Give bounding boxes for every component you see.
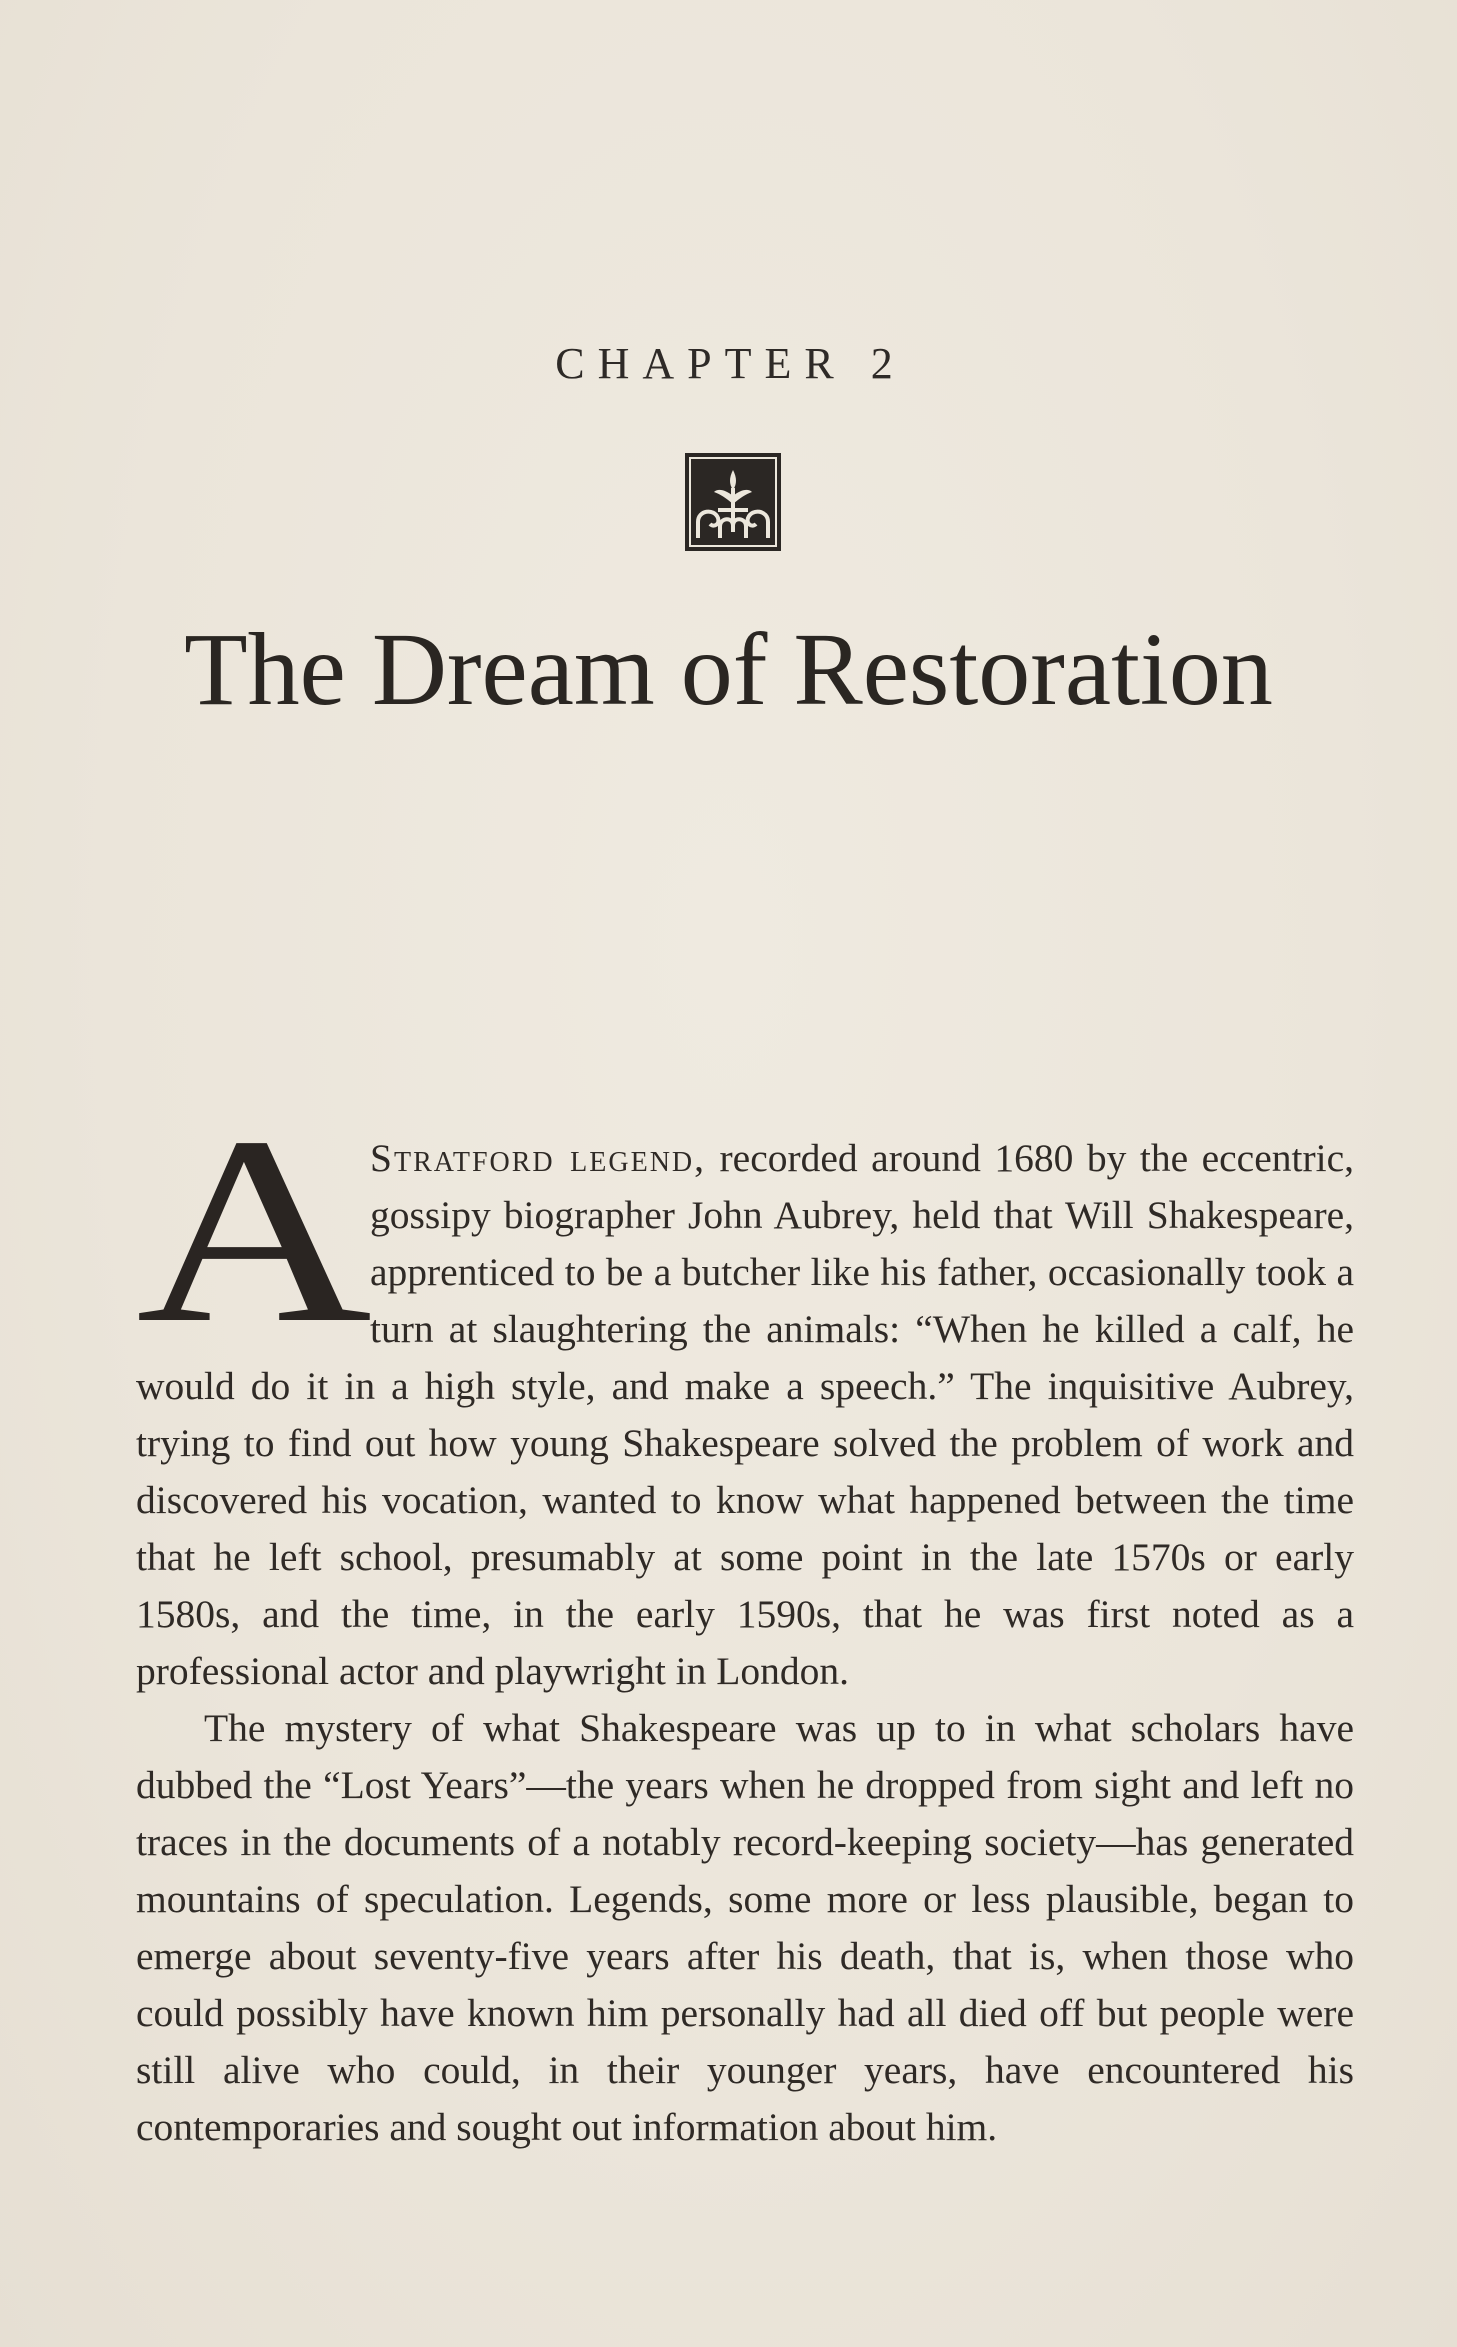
chapter-body	[136, 1081, 1354, 2156]
fleur-de-lis-ornament-icon	[684, 452, 782, 552]
paragraph-2: The mystery of what Shakespeare was up to in what scholars have dubbed the “Lost Years”—the years when he dropped from sight and left no traces in the documents of a notably record-keeping society—has generated mountains of speculation. Legends, some more or less plausible, began to emerge about seventy-five years after his death, that is, when those who could possibly have known him personally had all died off but people were still alive who could, in their younger years, have encountered his contemporaries and sought out information about him.	[136, 1706, 1354, 2149]
drop-cap: A	[136, 1081, 373, 1378]
lead-in-smallcaps: Stratford legend,	[370, 1136, 707, 1180]
chapter-label: CHAPTER 2	[555, 339, 906, 388]
paragraph-1	[136, 1081, 1354, 1700]
chapter-title: The Dream of Restoration	[184, 612, 1273, 727]
paragraph-1-text: recorded around 1680 by the eccentric, gossipy biographer John Aubrey, held that Will Shakespeare, apprenticed to be a butcher like his father, occasionally took a turn at slaughtering the animals: “When he killed a calf, he would do it in a high style, and make a speech.” The inquisitive Aubrey, trying to find out how young Shakespeare solved the problem of work and discovered his vocation, wanted to know what happened between the time that he left school, presumably at some point in the late 1570s or early 1580s, and the time, in the early 1590s, that he was first noted as a professional actor and playwright in London.	[136, 1136, 1354, 1693]
